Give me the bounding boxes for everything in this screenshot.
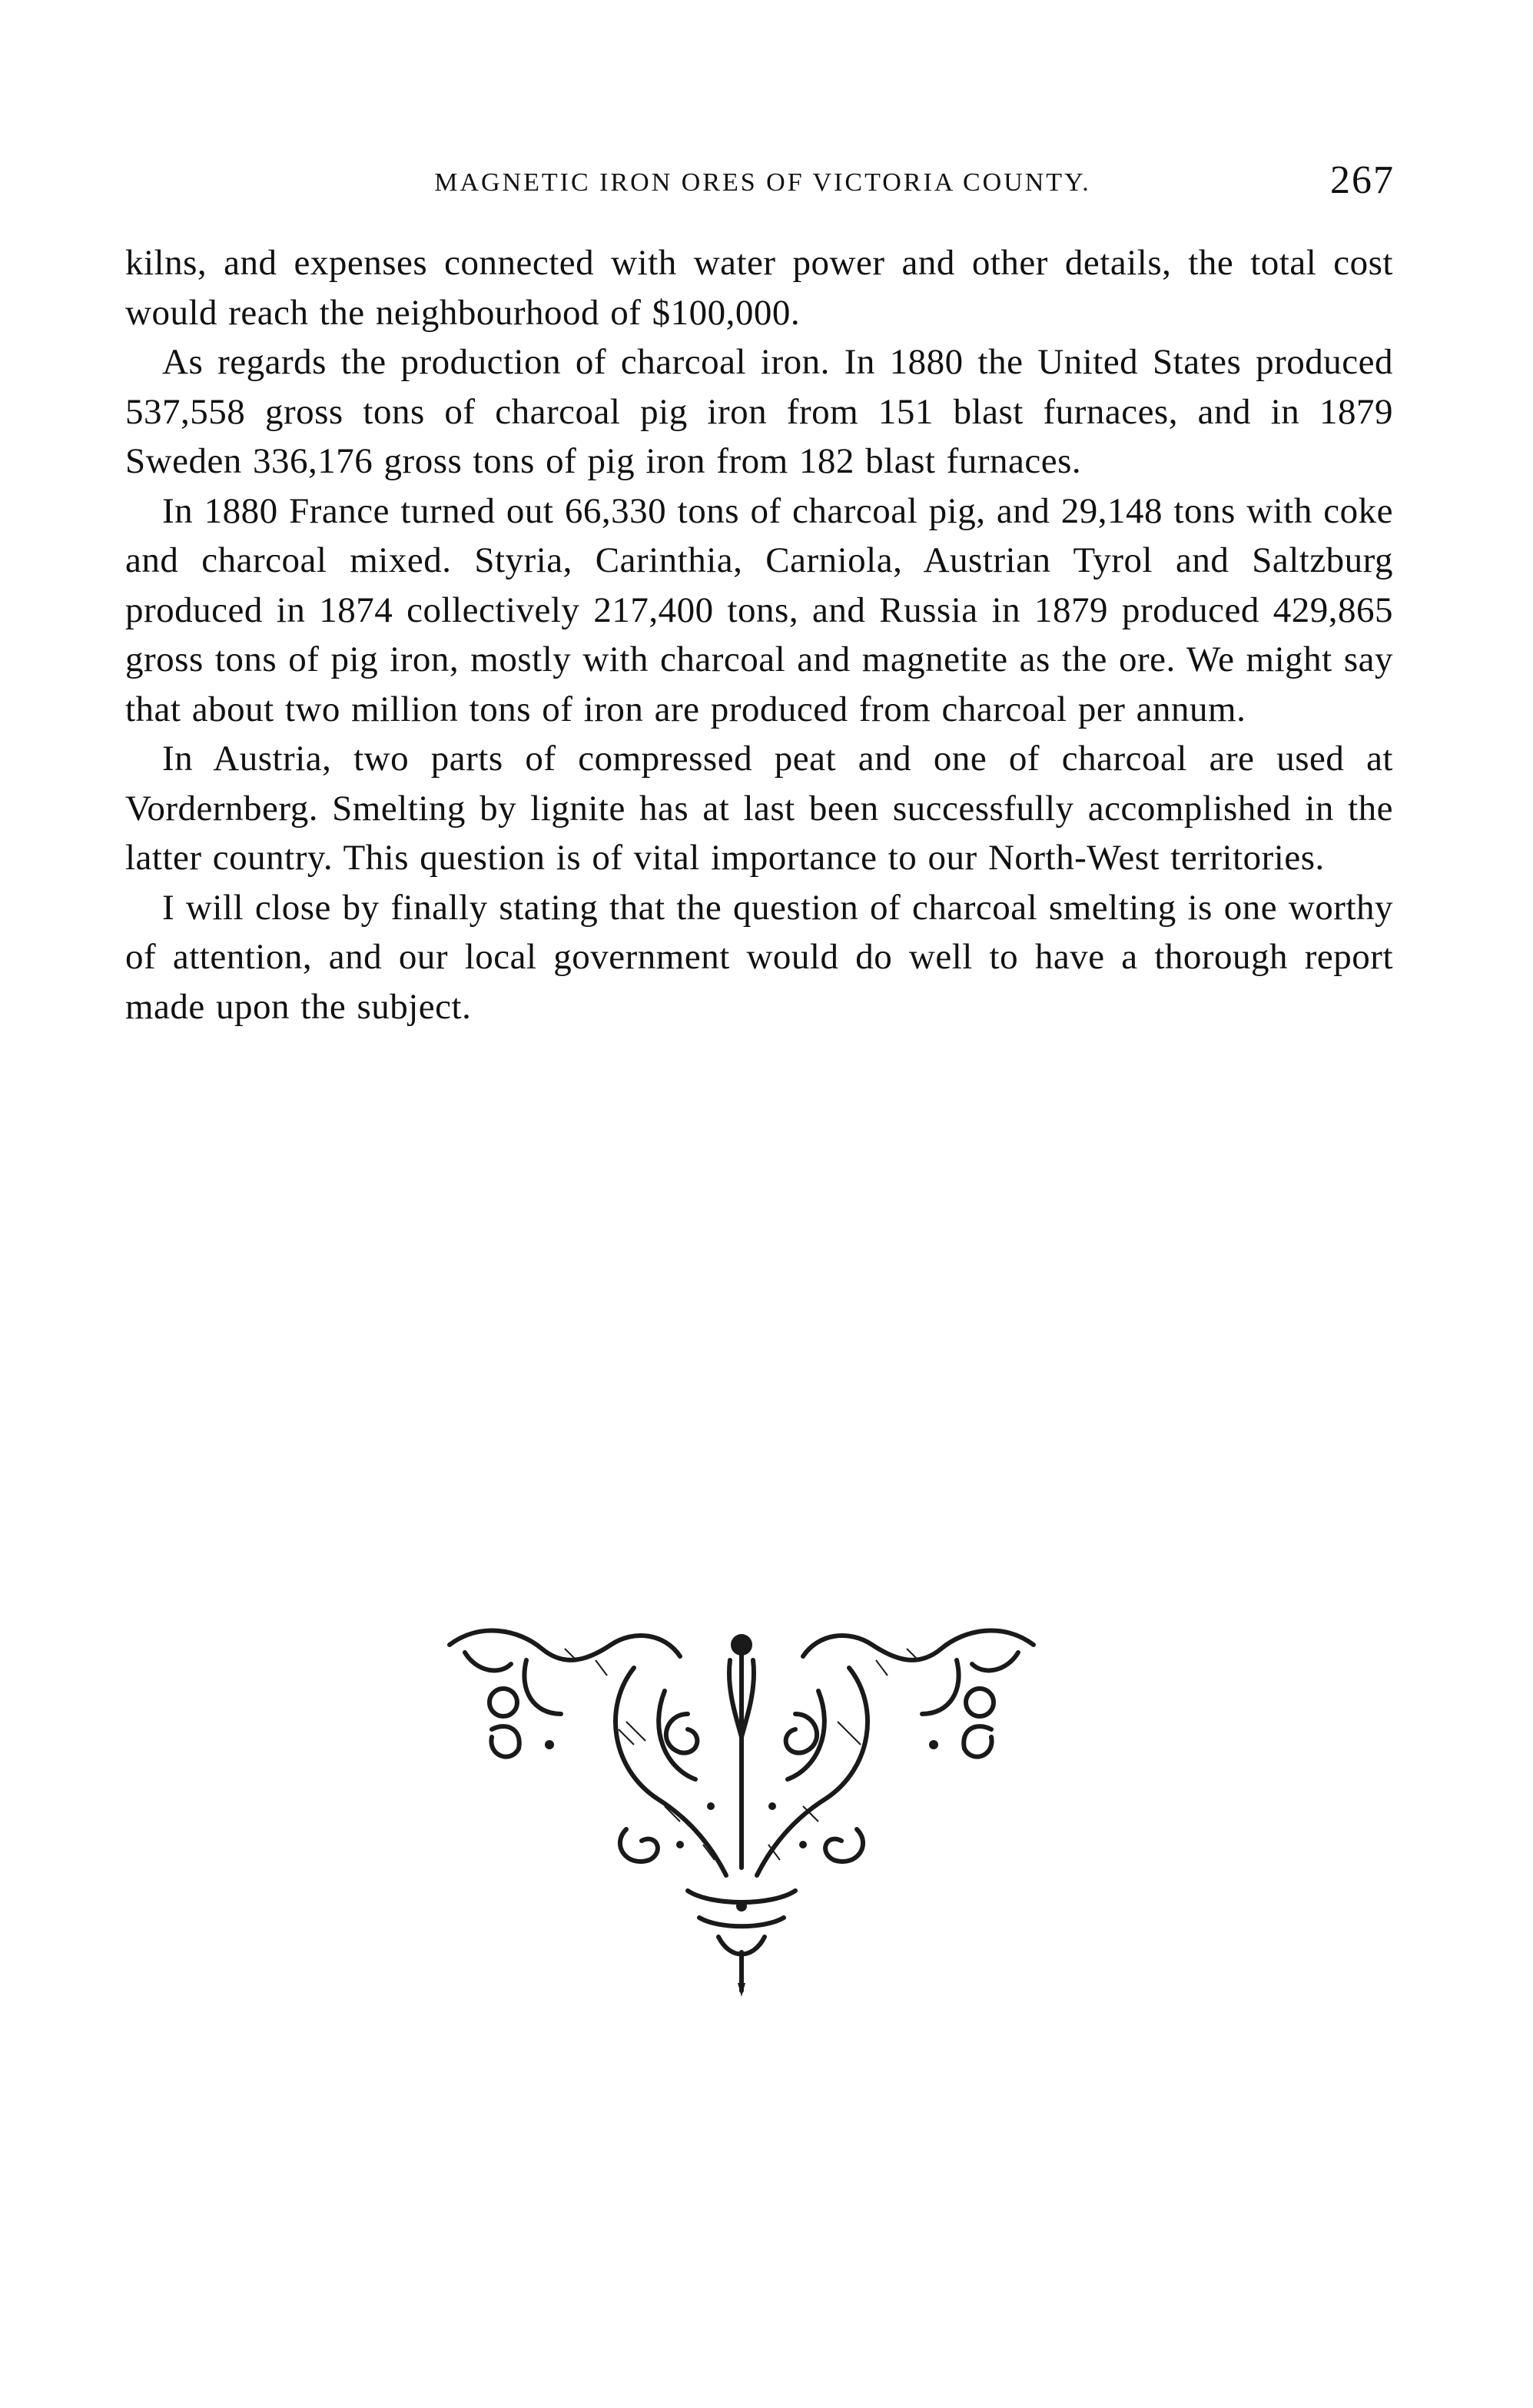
floral-tailpiece-icon	[434, 1614, 1049, 1998]
body-text	[125, 238, 1393, 1031]
running-head	[131, 158, 1395, 204]
paragraph: As regards the production of charcoal iron. In 1880 the United States produced 537,558 gross tons of charcoal pig iron from 151 blast furnaces, and in 1879 Sweden 336,176 gross tons of pig iron from 182 blast furnaces.	[125, 342, 1393, 481]
paragraph: In Austria, two parts of compressed peat and one of charcoal are used at Vordernberg. Smelting by lignite has at last been successfully accomplished in the latter country. This question is of vital importance to our North-West territories.	[125, 739, 1393, 878]
paragraph: In 1880 France turned out 66,330 tons of charcoal pig, and 29,148 tons with coke and charcoal mixed. Styria, Carinthia, Carniola, Austrian Tyrol and Saltzburg produced in 1874 collectively 217,400 tons, and Russia in 1879 produced 429,865 gross tons of pig iron, mostly with charcoal and magnetite as the ore. We might say that about two million tons of iron are produced from charcoal per annum.	[125, 490, 1393, 729]
paragraph: I will close by finally stating that the question of charcoal smelting is one worthy of attention, and our local government would do well to have a thorough report made upon the subject.	[125, 887, 1393, 1027]
page-number: 267	[1330, 158, 1395, 202]
paragraph-continued: kilns, and expenses connected with water power and other details, the total cost would reach the neighbourhood of $100,000.	[125, 243, 1393, 333]
running-title: MAGNETIC IRON ORES OF VICTORIA COUNTY.	[434, 168, 1091, 197]
